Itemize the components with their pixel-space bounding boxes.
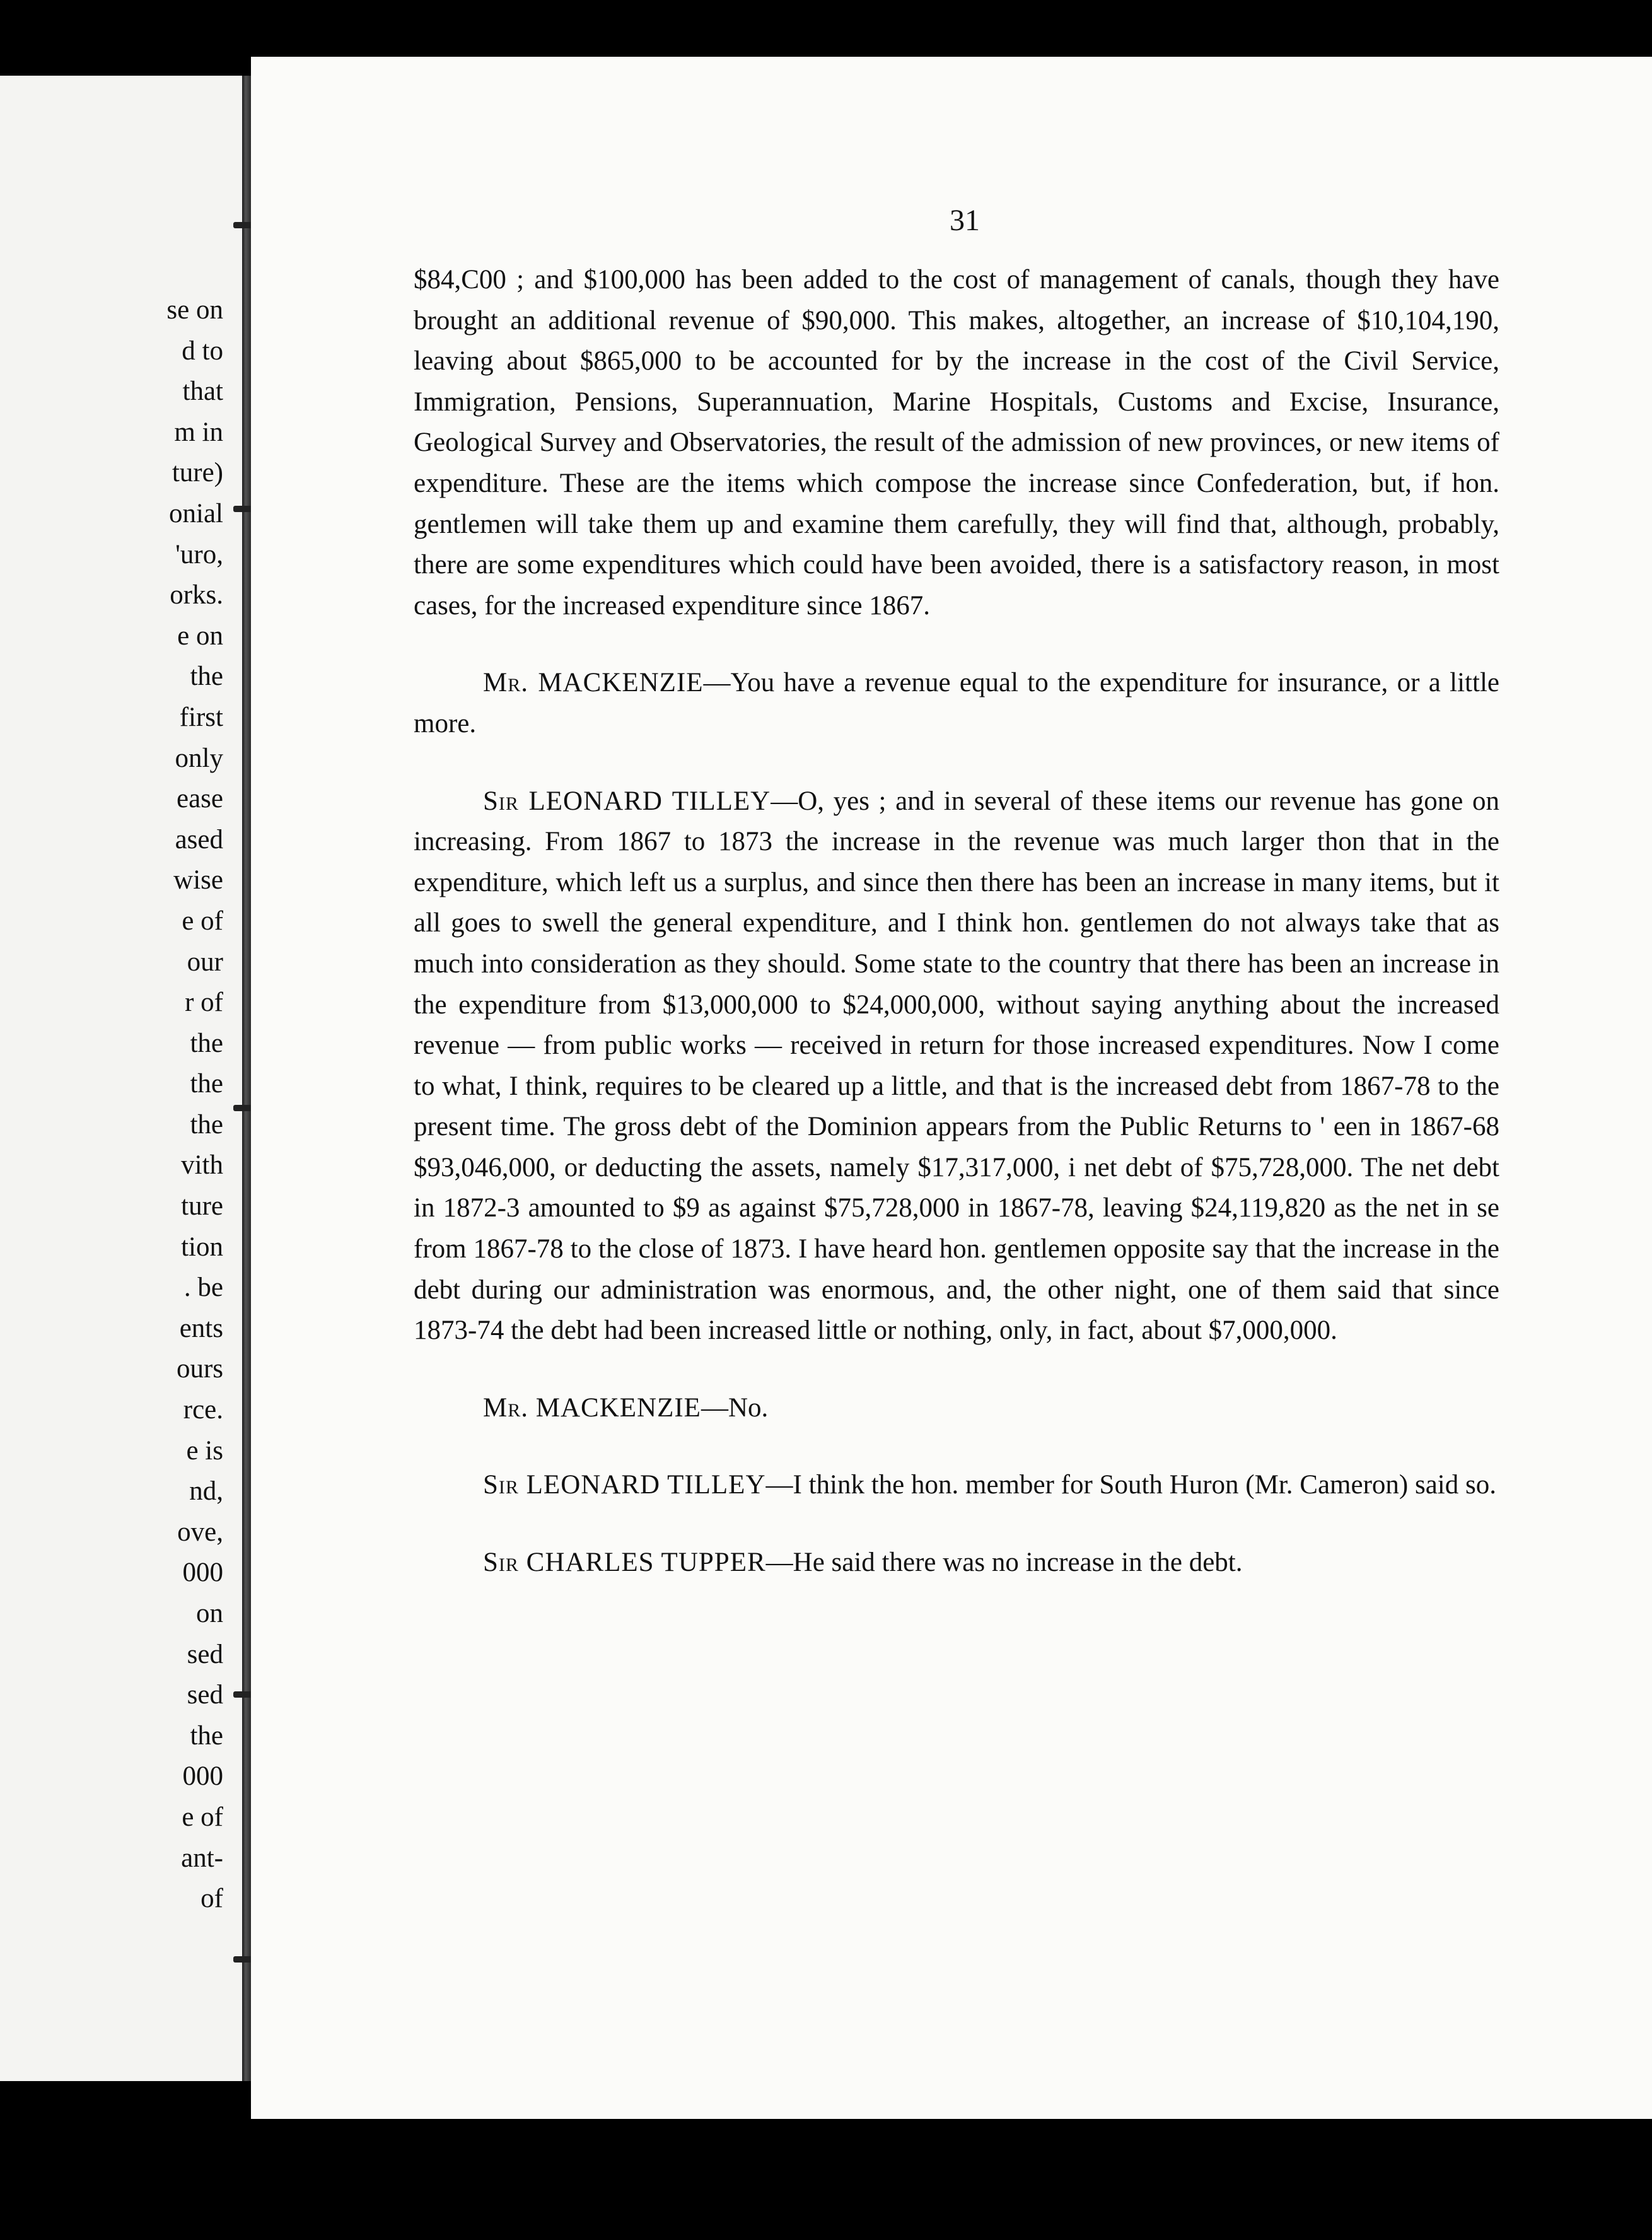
paragraph-text: —O, yes ; and in several of these items our revenue has gone on increasing. From 1867 to 1873 the increase in the revenue was much larger thon that in the expenditure, which left us a surplus, and since then there has been an increase in many items, but it all goes to swell the general expenditure, and I think hon. gentlemen do not always take that as much into consideration as they should. Some state to the country that there has been an increase in the expenditure from $13,000,000 to $24,000,000, without saying anything about the increased revenue — from public works — received in return for those increased expenditures. Now I come to what, I think, requires to be cleared up a little, and that is the increased debt from 1867-78 to the present time. The gross debt of the Dominion appears from the Public Returns to ' een in 1867-68 $93,046,000, or deducting the assets, namely $17,317,000, i net debt of $75,728,000. The net debt in 1872-3 amounted to $9 as against $75,728,000 in 1867-78, leaving $24,119,820 as the net in se from 1867-78 to the close of 1873. I have heard hon. gentlemen opposite say that the increase in the debt during our administration was enormous, and, the other night, one of them said that since 1873-74 the debt had been increased little or nothing, only, in fact, about $7,000,000. [414,786,1499,1346]
facing-page-line: se on [166,295,223,325]
facing-page-line: wise [173,865,223,895]
paragraph-text: —No. [701,1392,769,1423]
facing-page-line: e on [177,621,223,651]
facing-page-line: ased [175,824,223,855]
body-text [414,260,1499,1620]
continuation-paragraph [414,260,1499,626]
facing-page-line: of [201,1884,223,1914]
facing-page-line: 'uro, [175,539,223,569]
facing-page-line: . be [183,1273,223,1303]
facing-page-line: rce. [183,1395,223,1425]
facing-page-line: sed [187,1680,223,1710]
facing-page-line: sed [187,1639,223,1669]
facing-page-line: the [190,1109,223,1140]
facing-page-line: ture) [172,458,223,488]
facing-page-line: the [190,1028,223,1058]
facing-page-line: ove, [177,1517,223,1547]
facing-page-line: ease [177,784,223,814]
facing-page-line: our [187,947,223,977]
facing-page-line: orks. [170,580,223,610]
facing-page-line: d to [182,335,223,366]
paragraph-text: —You have a revenue equal to the expenditure for insurance, or a little more. [414,668,1499,738]
paragraph-text: —I think the hon. member for South Huron (Mr. Cameron) said so. [765,1470,1496,1500]
facing-page-line: e of [182,906,223,936]
facing-page-line: tion [181,1232,223,1262]
facing-page-line: that [182,376,223,407]
speaker-name: Sir LEONARD TILLEY [483,1470,766,1500]
speech-paragraph [414,781,1499,1351]
speech-paragraph [414,1543,1499,1584]
facing-page-line: ours [176,1354,223,1384]
speaker-name: Mr. MACKENZIE [483,668,704,698]
facing-page-line: the [190,1069,223,1099]
facing-page-line: onial [169,498,223,528]
page-number: 31 [950,204,980,237]
facing-page-line: r of [185,988,223,1018]
facing-page-text-fragments [166,290,223,1920]
facing-page-line: first [179,702,223,732]
facing-page-line: 000 [182,1761,223,1792]
facing-page-line: the [190,1720,223,1751]
facing-page-line: e of [182,1802,223,1832]
main-page [251,57,1652,2119]
speech-paragraph [414,1465,1499,1506]
facing-page-line: m in [174,417,223,447]
facing-page-line: only [175,743,223,773]
paragraph-text: —He said there was no increase in the debt. [765,1548,1243,1578]
facing-page-line: 000 [182,1558,223,1588]
speech-paragraph [414,663,1499,744]
facing-page-line: ents [179,1313,223,1343]
facing-page-line: ant- [181,1843,223,1873]
speaker-name: Sir LEONARD TILLEY [483,786,771,816]
paragraph-text: $84,C00 ; and $100,000 has been added to the cost of management of canals, though they have brought an additional revenue of $90,000. This makes, altogether, an increase of $10,104,190, leaving about $865,000 to be accounted for by the increase in the cost of the Civil Service, Immigration, Pensions, Superannuation, Marine Hospitals, Customs and Excise, Insurance, Geological Survey and Observatories, the result of the admission of new provinces, or new items of expenditure. These are the items which compose the increase since Confederation, but, if hon. gentlemen will take them up and examine them carefully, they will find that, although, probably, there are some expenditures which could have been avoided, there is a satisfactory reason, in most cases, for the increased expenditure since 1867. [414,265,1499,621]
speaker-name: Sir CHARLES TUPPER [483,1548,766,1578]
facing-page-line: the [190,662,223,692]
facing-page-line: on [196,1599,223,1628]
facing-page-line: vith [181,1150,223,1181]
speech-paragraph [414,1388,1499,1429]
speaker-name: Mr. MACKENZIE [483,1392,701,1423]
book-gutter [242,76,251,2081]
facing-page-line: ture [181,1191,223,1222]
facing-page-edge [0,76,242,2081]
facing-page-line: nd, [189,1476,223,1507]
facing-page-line: e is [186,1435,223,1466]
